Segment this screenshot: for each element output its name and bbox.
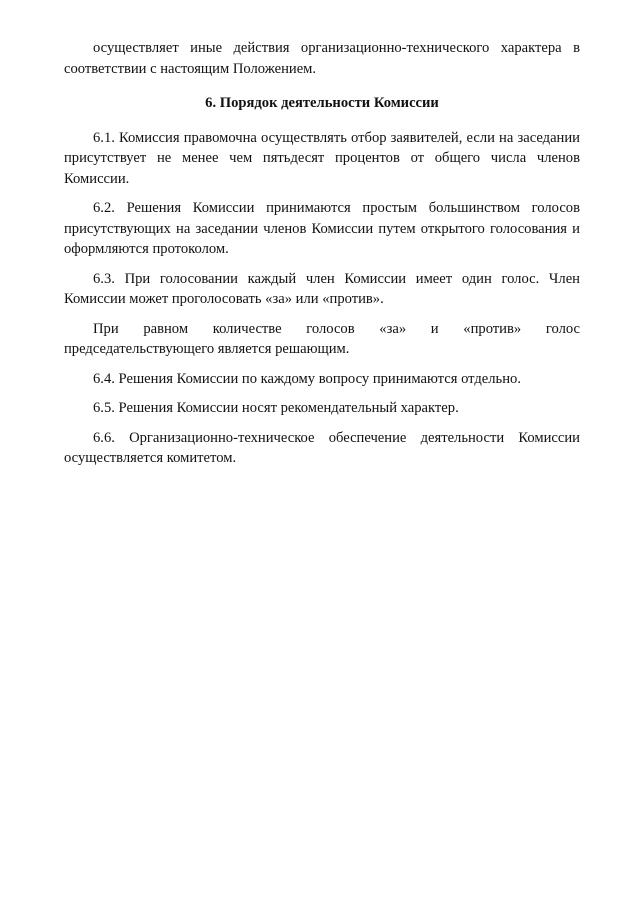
document-body	[64, 38, 580, 469]
paragraph-6-5: 6.5. Решения Комиссии носят рекомендательный характер.	[93, 400, 459, 416]
section-heading: 6. Порядок деятельности Комиссии	[205, 95, 439, 111]
paragraph-6-6: 6.6. Организационно-техническое обеспечение деятельности Комиссии осуществляется комитетом.	[64, 429, 580, 466]
paragraph-6-1: 6.1. Комиссия правомочна осуществлять отбор заявителей, если на заседании присутствует не менее чем пятьдесят процентов от общего числа членов Комиссии.	[64, 129, 580, 187]
paragraph-6-4: 6.4. Решения Комиссии по каждому вопросу принимаются отдельно.	[93, 370, 521, 387]
paragraph-6-3-continued: При равном количестве голосов «за» и «против» голос председательствующего является решающим.	[64, 320, 580, 357]
intro-continuation-paragraph: осуществляет иные действия организационно-технического характера в соответствии с настоящим Положением.	[64, 40, 580, 77]
paragraph-6-3: 6.3. При голосовании каждый член Комиссии имеет один голос. Член Комиссии может проголосовать «за» или «против».	[64, 270, 580, 307]
paragraph-6-2: 6.2. Решения Комиссии принимаются простым большинством голосов присутствующих на заседании членов Комиссии путем открытого голосования и оформляются протоколом.	[64, 200, 580, 257]
